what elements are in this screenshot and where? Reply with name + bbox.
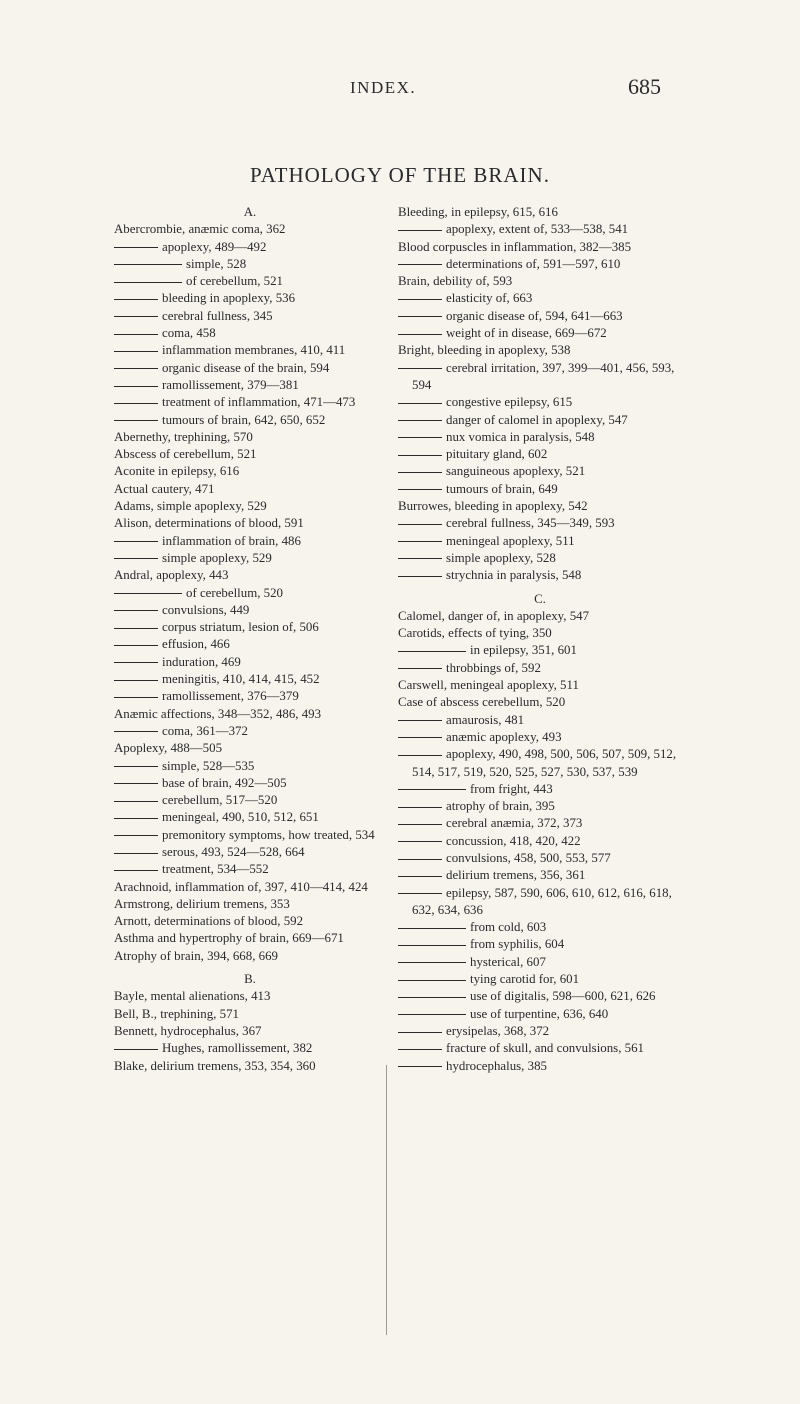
page-number: 685 xyxy=(628,74,661,99)
entry-text: use of digitalis, 598—600, 621, 626 xyxy=(470,989,656,1004)
entry-text: Blood corpuscles in inflammation, 382—385 xyxy=(398,239,632,254)
section-letter-text: B. xyxy=(244,972,256,987)
entry-text: cerebral anæmia, 372, 373 xyxy=(446,816,583,831)
ditto-dash xyxy=(114,853,158,854)
ditto-dash xyxy=(114,386,158,387)
entry-text: bleeding in apoplexy, 536 xyxy=(162,291,296,306)
ditto-dash xyxy=(398,737,442,738)
entry-text: atrophy of brain, 395 xyxy=(446,799,555,814)
entry-text: in epilepsy, 351, 601 xyxy=(470,643,577,658)
entry-text: Alison, determinations of blood, 591 xyxy=(114,516,304,531)
entry-text: Abscess of cerebellum, 521 xyxy=(114,447,257,462)
ditto-dash xyxy=(398,962,466,963)
index-subentry xyxy=(114,827,386,844)
index-subentry xyxy=(398,308,682,325)
entry-text: cerebral fullness, 345—349, 593 xyxy=(446,516,615,531)
ditto-dash xyxy=(114,731,158,732)
index-subentry xyxy=(398,394,682,411)
index-subentry xyxy=(398,446,682,463)
entry-text: determinations of, 591—597, 610 xyxy=(446,256,621,271)
entry-text: amaurosis, 481 xyxy=(446,712,525,727)
index-subentry xyxy=(398,1040,682,1057)
entry-text: concussion, 418, 420, 422 xyxy=(446,833,581,848)
column-rule xyxy=(386,1065,387,1335)
index-subentry xyxy=(114,792,386,809)
ditto-dash xyxy=(398,945,466,946)
entry-text: cerebral irritation, 397, 399—401, 456, 593, 594 xyxy=(412,360,675,392)
ditto-dash xyxy=(114,334,158,335)
index-subentry xyxy=(398,746,682,781)
ditto-dash xyxy=(398,576,442,577)
index-subentry xyxy=(398,256,682,273)
index-subentry xyxy=(398,567,682,584)
section-letter xyxy=(114,204,386,221)
index-subentry xyxy=(114,342,386,359)
index-subentry xyxy=(114,273,386,290)
ditto-dash xyxy=(398,755,442,756)
entry-text: delirium tremens, 356, 361 xyxy=(446,868,586,883)
entry-text: Abercrombie, anæmic coma, 362 xyxy=(114,222,286,237)
index-subentry xyxy=(398,729,682,746)
ditto-dash xyxy=(114,680,158,681)
entry-text: convulsions, 458, 500, 553, 577 xyxy=(446,850,611,865)
index-entry xyxy=(114,896,386,913)
index-subentry xyxy=(114,723,386,740)
entry-text: cerebral fullness, 345 xyxy=(162,308,273,323)
ditto-dash xyxy=(114,818,158,819)
entry-text: Arnott, determinations of blood, 592 xyxy=(114,914,304,929)
ditto-dash xyxy=(398,299,442,300)
ditto-dash xyxy=(114,558,158,559)
index-subentry xyxy=(114,1040,386,1057)
index-entry xyxy=(114,498,386,515)
section-letter-text: A. xyxy=(243,205,257,219)
ditto-dash xyxy=(114,628,158,629)
index-entry xyxy=(398,342,682,359)
index-subentry xyxy=(114,550,386,567)
index-entry xyxy=(398,677,682,694)
index-entry xyxy=(398,694,682,711)
entry-text: inflammation membranes, 410, 411 xyxy=(162,343,346,358)
ditto-dash xyxy=(398,541,442,542)
index-entry xyxy=(398,204,682,221)
entry-text: danger of calomel in apoplexy, 547 xyxy=(446,412,628,427)
ditto-dash xyxy=(398,316,442,317)
index-subentry xyxy=(398,325,682,342)
ditto-dash xyxy=(114,610,158,611)
entry-text: treatment, 534—552 xyxy=(162,862,269,877)
index-subentry xyxy=(398,642,682,659)
ditto-dash xyxy=(398,651,466,652)
ditto-dash xyxy=(398,1032,442,1033)
entry-text: Aconite in epilepsy, 616 xyxy=(114,464,240,479)
index-subentry xyxy=(398,712,682,729)
index-subentry xyxy=(398,971,682,988)
index-subentry xyxy=(114,688,386,705)
index-subentry xyxy=(114,360,386,377)
index-subentry xyxy=(398,867,682,884)
index-subentry xyxy=(398,1023,682,1040)
ditto-dash xyxy=(114,299,158,300)
entry-text: organic disease of, 594, 641—663 xyxy=(446,308,623,323)
index-entry xyxy=(114,1023,386,1040)
index-subentry xyxy=(114,585,386,602)
ditto-dash xyxy=(398,876,442,877)
index-subentry xyxy=(114,636,386,653)
index-subentry xyxy=(114,654,386,671)
ditto-dash xyxy=(114,264,182,265)
entry-text: meningitis, 410, 414, 415, 452 xyxy=(162,672,320,687)
index-subentry xyxy=(398,463,682,480)
entry-text: throbbings of, 592 xyxy=(446,660,541,675)
index-subentry xyxy=(114,602,386,619)
entry-text: corpus striatum, lesion of, 506 xyxy=(162,620,319,635)
index-subentry xyxy=(398,290,682,307)
entry-text: Blake, delirium tremens, 353, 354, 360 xyxy=(114,1058,316,1073)
index-entry xyxy=(114,1058,386,1075)
index-subentry xyxy=(398,815,682,832)
entry-text: Arachnoid, inflammation of, 397, 410—414, 424 xyxy=(114,879,368,894)
entry-text: inflammation of brain, 486 xyxy=(162,533,301,548)
index-subentry xyxy=(114,861,386,878)
index-entry xyxy=(114,567,386,584)
entry-text: ramollissement, 379—381 xyxy=(162,377,299,392)
entry-text: simple, 528—535 xyxy=(162,758,255,773)
index-subentry xyxy=(114,758,386,775)
entry-text: from cold, 603 xyxy=(470,920,547,935)
entry-text: Carswell, meningeal apoplexy, 511 xyxy=(398,678,579,693)
entry-text: from fright, 443 xyxy=(470,781,553,796)
index-subentry xyxy=(114,394,386,411)
section-letter xyxy=(114,971,386,988)
entry-text: Apoplexy, 488—505 xyxy=(114,741,223,756)
ditto-dash xyxy=(398,1049,442,1050)
index-entry xyxy=(114,740,386,757)
ditto-dash xyxy=(114,247,158,248)
ditto-dash xyxy=(114,1049,158,1050)
entry-text: organic disease of the brain, 594 xyxy=(162,360,330,375)
index-subentry xyxy=(114,308,386,325)
entry-text: premonitory symptoms, how treated, 534 xyxy=(162,827,375,842)
ditto-dash xyxy=(398,524,442,525)
entry-text: hysterical, 607 xyxy=(470,954,546,969)
index-subentry xyxy=(398,1058,682,1075)
entry-text: hydrocephalus, 385 xyxy=(446,1058,547,1073)
entry-text: tumours of brain, 649 xyxy=(446,481,558,496)
entry-text: of cerebellum, 521 xyxy=(186,274,284,289)
entry-text: tumours of brain, 642, 650, 652 xyxy=(162,412,326,427)
right-index-column xyxy=(398,204,682,1075)
ditto-dash xyxy=(398,789,466,790)
index-subentry xyxy=(398,850,682,867)
ditto-dash xyxy=(114,420,158,421)
index-entry xyxy=(114,930,386,947)
ditto-dash xyxy=(114,766,158,767)
index-subentry xyxy=(398,833,682,850)
entry-text: cerebellum, 517—520 xyxy=(162,793,278,808)
ditto-dash xyxy=(398,668,442,669)
ditto-dash xyxy=(114,645,158,646)
index-subentry xyxy=(398,481,682,498)
ditto-dash xyxy=(114,541,158,542)
ditto-dash xyxy=(114,403,158,404)
entry-text: apoplexy, 489—492 xyxy=(162,239,267,254)
ditto-dash xyxy=(398,841,442,842)
entry-text: Atrophy of brain, 394, 668, 669 xyxy=(114,948,278,963)
ditto-dash xyxy=(398,230,442,231)
entry-text: treatment of inflammation, 471—473 xyxy=(162,395,356,410)
index-subentry xyxy=(114,619,386,636)
ditto-dash xyxy=(398,720,442,721)
entry-text: serous, 493, 524—528, 664 xyxy=(162,844,305,859)
index-subentry xyxy=(398,919,682,936)
index-entry xyxy=(398,239,682,256)
entry-text: Case of abscess cerebellum, 520 xyxy=(398,695,566,710)
entry-text: congestive epilepsy, 615 xyxy=(446,395,573,410)
entry-text: Bright, bleeding in apoplexy, 538 xyxy=(398,343,571,358)
index-subentry xyxy=(398,781,682,798)
index-entry xyxy=(114,879,386,896)
ditto-dash xyxy=(398,928,466,929)
ditto-dash xyxy=(398,558,442,559)
index-subentry xyxy=(114,844,386,861)
entry-text: meningeal apoplexy, 511 xyxy=(446,533,575,548)
ditto-dash xyxy=(398,489,442,490)
entry-text: nux vomica in paralysis, 548 xyxy=(446,429,595,444)
index-entry xyxy=(114,446,386,463)
entry-text: Anæmic affections, 348—352, 486, 493 xyxy=(114,706,322,721)
entry-text: base of brain, 492—505 xyxy=(162,775,287,790)
index-entry xyxy=(398,608,682,625)
index-subentry xyxy=(398,533,682,550)
entry-text: of cerebellum, 520 xyxy=(186,585,284,600)
entry-text: Bleeding, in epilepsy, 615, 616 xyxy=(398,205,558,219)
entry-text: strychnia in paralysis, 548 xyxy=(446,568,582,583)
index-subentry xyxy=(114,377,386,394)
index-subentry xyxy=(398,936,682,953)
entry-text: anæmic apoplexy, 493 xyxy=(446,729,562,744)
index-entry xyxy=(114,515,386,532)
ditto-dash xyxy=(398,472,442,473)
ditto-dash xyxy=(114,282,182,283)
entry-text: ramollissement, 376—379 xyxy=(162,689,299,704)
index-entry xyxy=(114,481,386,498)
entry-text: apoplexy, 490, 498, 500, 506, 507, 509, 512, 514, 517, 519, 520, 525, 527, 530, 537, 539 xyxy=(412,747,677,779)
entry-text: meningeal, 490, 510, 512, 651 xyxy=(162,810,319,825)
index-entry xyxy=(114,706,386,723)
entry-text: sanguineous apoplexy, 521 xyxy=(446,464,586,479)
entry-text: elasticity of, 663 xyxy=(446,291,533,306)
index-subentry xyxy=(398,988,682,1005)
entry-text: Andral, apoplexy, 443 xyxy=(114,568,229,583)
entry-text: weight of in disease, 669—672 xyxy=(446,326,607,341)
ditto-dash xyxy=(398,420,442,421)
entry-text: tying carotid for, 601 xyxy=(470,972,580,987)
ditto-dash xyxy=(114,783,158,784)
entry-text: Hughes, ramollissement, 382 xyxy=(162,1041,313,1056)
index-subentry xyxy=(398,798,682,815)
entry-text: coma, 361—372 xyxy=(162,723,248,738)
index-title: PATHOLOGY OF THE BRAIN. xyxy=(250,163,550,187)
entry-text: erysipelas, 368, 372 xyxy=(446,1023,550,1038)
entry-text: convulsions, 449 xyxy=(162,602,250,617)
ditto-dash xyxy=(114,316,158,317)
index-entry xyxy=(114,429,386,446)
index-entry xyxy=(398,273,682,290)
index-subentry xyxy=(398,360,682,395)
index-subentry xyxy=(114,671,386,688)
index-subentry xyxy=(114,290,386,307)
entry-text: Asthma and hypertrophy of brain, 669—671 xyxy=(114,931,344,946)
ditto-dash xyxy=(398,437,442,438)
entry-text: simple apoplexy, 529 xyxy=(162,550,272,565)
index-subentry xyxy=(398,954,682,971)
ditto-dash xyxy=(114,351,158,352)
index-subentry xyxy=(398,885,682,920)
entry-text: pituitary gland, 602 xyxy=(446,447,548,462)
ditto-dash xyxy=(398,997,466,998)
ditto-dash xyxy=(398,334,442,335)
entry-text: coma, 458 xyxy=(162,326,216,341)
ditto-dash xyxy=(398,859,442,860)
ditto-dash xyxy=(114,593,182,594)
index-subentry xyxy=(114,533,386,550)
ditto-dash xyxy=(398,1066,442,1067)
index-entry xyxy=(398,498,682,515)
index-subentry xyxy=(398,1006,682,1023)
entry-text: effusion, 466 xyxy=(162,637,230,652)
entry-text: use of turpentine, 636, 640 xyxy=(470,1006,609,1021)
index-subentry xyxy=(114,256,386,273)
ditto-dash xyxy=(114,662,158,663)
entry-text: Bayle, mental alienations, 413 xyxy=(114,989,271,1004)
index-entry xyxy=(114,1006,386,1023)
ditto-dash xyxy=(398,455,442,456)
entry-text: fracture of skull, and convulsions, 561 xyxy=(446,1041,644,1056)
index-subentry xyxy=(114,325,386,342)
running-head-title: INDEX. xyxy=(350,78,417,97)
entry-text: Carotids, effects of tying, 350 xyxy=(398,626,552,641)
running-head xyxy=(0,74,800,104)
ditto-dash xyxy=(398,368,442,369)
index-subentry xyxy=(114,239,386,256)
entry-text: Burrowes, bleeding in apoplexy, 542 xyxy=(398,499,588,514)
ditto-dash xyxy=(114,870,158,871)
ditto-dash xyxy=(114,697,158,698)
index-subentry xyxy=(398,429,682,446)
entry-text: Brain, debility of, 593 xyxy=(398,274,513,289)
section-letter-text: C. xyxy=(534,591,546,606)
entry-text: Adams, simple apoplexy, 529 xyxy=(114,499,267,514)
entry-text: Bell, B., trephining, 571 xyxy=(114,1006,239,1021)
entry-text: apoplexy, extent of, 533—538, 541 xyxy=(446,222,629,237)
entry-text: induration, 469 xyxy=(162,654,241,669)
index-entry xyxy=(114,221,386,238)
entry-text: Actual cautery, 471 xyxy=(114,481,215,496)
index-subentry xyxy=(398,660,682,677)
entry-text: Armstrong, delirium tremens, 353 xyxy=(114,896,290,911)
index-entry xyxy=(114,913,386,930)
entry-text: simple, 528 xyxy=(186,256,247,271)
ditto-dash xyxy=(398,403,442,404)
ditto-dash xyxy=(114,801,158,802)
ditto-dash xyxy=(398,824,442,825)
index-subentry xyxy=(398,221,682,238)
index-subentry xyxy=(398,515,682,532)
index-subentry xyxy=(114,809,386,826)
entry-text: Abernethy, trephining, 570 xyxy=(114,429,253,444)
entry-text: Calomel, danger of, in apoplexy, 547 xyxy=(398,608,590,623)
index-entry xyxy=(114,948,386,965)
index-subentry xyxy=(398,550,682,567)
entry-text: epilepsy, 587, 590, 606, 610, 612, 616, 618, 632, 634, 636 xyxy=(412,885,672,917)
section-letter xyxy=(398,591,682,608)
index-entry xyxy=(398,625,682,642)
entry-text: Bennett, hydrocephalus, 367 xyxy=(114,1023,262,1038)
index-subentry xyxy=(114,412,386,429)
entry-text: simple apoplexy, 528 xyxy=(446,550,556,565)
index-subentry xyxy=(114,775,386,792)
index-subentry xyxy=(398,412,682,429)
ditto-dash xyxy=(398,893,442,894)
index-entry xyxy=(114,988,386,1005)
index-entry xyxy=(114,463,386,480)
ditto-dash xyxy=(114,368,158,369)
entry-text: from syphilis, 604 xyxy=(470,937,565,952)
ditto-dash xyxy=(398,1014,466,1015)
ditto-dash xyxy=(114,835,158,836)
ditto-dash xyxy=(398,264,442,265)
ditto-dash xyxy=(398,980,466,981)
ditto-dash xyxy=(398,807,442,808)
left-index-column xyxy=(114,204,386,1075)
